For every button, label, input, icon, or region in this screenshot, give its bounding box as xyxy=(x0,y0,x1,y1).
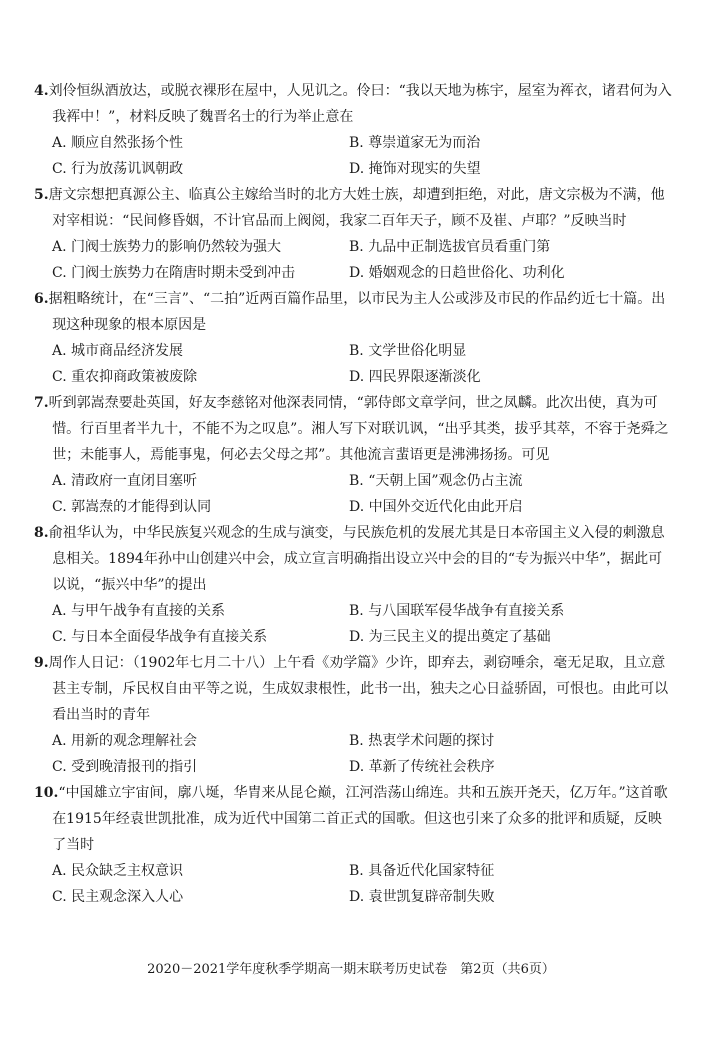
option-grid xyxy=(34,858,674,910)
question-number: 10. xyxy=(34,785,59,801)
question-text: 听到郭嵩焘要赴英国，好友李慈铭对他深表同情，“郭侍郎文章学问，世之凤麟。此次出使，真为可惜。行百里者半九十，不能不为之叹息”。湘人写下对联讥讽，“出乎其类，拔乎其萃，不容于尧舜之世；未能事人，焉能事鬼，何必去父母之邦”。其他流言蜚语更是沸沸扬扬。可见 xyxy=(48,395,669,463)
question-list xyxy=(34,78,674,910)
option-d: D. 袁世凯复辟帝制失败 xyxy=(349,889,495,905)
option-d: D. 中国外交近代化由此开启 xyxy=(349,499,523,515)
question-number: 8. xyxy=(34,525,49,541)
question-number: 7. xyxy=(34,395,49,411)
question-number: 9. xyxy=(34,655,49,671)
question-stem xyxy=(34,182,674,234)
question-stem xyxy=(34,780,674,858)
question-stem xyxy=(34,650,674,728)
option-c: C. 受到晚清报刊的指引 xyxy=(52,759,198,775)
option-b: B. “天朝上国”观念仍占主流 xyxy=(349,473,523,489)
option-d: D. 为三民主义的提出奠定了基础 xyxy=(349,629,551,645)
question-number: 4. xyxy=(34,83,49,99)
option-grid xyxy=(34,728,674,780)
question-4 xyxy=(34,78,674,182)
option-grid xyxy=(34,598,674,650)
option-c: C. 与日本全面侵华战争有直接关系 xyxy=(52,629,268,645)
option-b: B. 具备近代化国家特征 xyxy=(349,863,495,879)
option-a: A. 民众缺乏主权意识 xyxy=(52,863,184,879)
question-stem xyxy=(34,390,674,468)
option-d: D. 四民界限逐渐淡化 xyxy=(349,369,481,385)
question-text: “中国雄立宇宙间，廓八埏，华胄来从昆仑巅，江河浩荡山绵连。共和五族开尧天，亿万年。”这首歌在1915年经袁世凯批准，成为近代中国第二首正式的国歌。但这也引来了众多的批评和质疑，反映了当时 xyxy=(52,785,668,853)
question-number: 5. xyxy=(34,187,49,203)
question-text: 据粗略统计，在“三言”、“二拍”近两百篇作品里，以市民为主人公或涉及市民的作品约近七十篇。出现这种现象的根本原因是 xyxy=(48,291,666,333)
option-a: A. 清政府一直闭目塞听 xyxy=(52,473,198,489)
option-b: B. 与八国联军侵华战争有直接关系 xyxy=(349,603,565,619)
option-c: C. 重农抑商政策被废除 xyxy=(52,369,198,385)
option-d: D. 革新了传统社会秩序 xyxy=(349,759,495,775)
question-stem xyxy=(34,78,674,130)
question-text: 俞祖华认为，中华民族复兴观念的生成与演变，与民族危机的发展尤其是日本帝国主义入侵的刺激息息相关。1894年孙中山创建兴中会，成立宣言明确指出设立兴中会的目的“专为振兴中华”，据此可以说，“振兴中华”的提出 xyxy=(48,525,665,593)
option-a: A. 用新的观念理解社会 xyxy=(52,733,198,749)
option-a: A. 城市商品经济发展 xyxy=(52,343,184,359)
option-b: B. 热衷学术问题的探讨 xyxy=(349,733,495,749)
question-7 xyxy=(34,390,674,520)
question-5 xyxy=(34,182,674,286)
option-b: B. 文学世俗化明显 xyxy=(349,343,467,359)
option-d: D. 掩饰对现实的失望 xyxy=(349,161,481,177)
page-footer: 2020－2021学年度秋季学期高一期末联考历史试卷 第2页（共6页） xyxy=(147,962,555,977)
option-grid xyxy=(34,468,674,520)
question-10 xyxy=(34,780,674,910)
question-9 xyxy=(34,650,674,780)
option-a: A. 顺应自然张扬个性 xyxy=(52,135,184,151)
option-d: D. 婚姻观念的日趋世俗化、功利化 xyxy=(349,265,565,281)
option-c: C. 门阀士族势力在隋唐时期未受到冲击 xyxy=(52,265,296,281)
option-b: B. 尊崇道家无为而治 xyxy=(349,135,481,151)
option-grid xyxy=(34,130,674,182)
option-b: B. 九品中正制选拔官员看重门第 xyxy=(349,239,551,255)
question-stem xyxy=(34,286,674,338)
question-text: 唐文宗想把真源公主、临真公主嫁给当时的北方大姓士族，却遭到拒绝，对此，唐文宗极为不满，他对宰相说：“民间修昏姻，不计官品而上阀阅，我家二百年天子，顾不及崔、卢耶？”反映当时 xyxy=(48,187,665,229)
option-c: C. 民主观念深入人心 xyxy=(52,889,184,905)
question-text: 周作人日记：（1902年七月二十八）上午看《劝学篇》少许，即弃去，剥窃唾余，毫无足取，且立意甚主专制，斥民权自由平等之说，生成奴隶根性，此书一出，独夫之心日益骄固，可恨也。由此可以看出当时的青年 xyxy=(48,655,669,723)
question-6 xyxy=(34,286,674,390)
option-c: C. 行为放荡讥讽朝政 xyxy=(52,161,184,177)
option-grid xyxy=(34,234,674,286)
option-a: A. 与甲午战争有直接的关系 xyxy=(52,603,226,619)
question-number: 6. xyxy=(34,291,49,307)
question-stem xyxy=(34,520,674,598)
option-a: A. 门阀士族势力的影响仍然较为强大 xyxy=(52,239,282,255)
question-8 xyxy=(34,520,674,650)
option-grid xyxy=(34,338,674,390)
option-c: C. 郭嵩焘的才能得到认同 xyxy=(52,499,212,515)
question-text: 刘伶恒纵酒放达，或脱衣裸形在屋中，人见讥之。伶曰：“我以天地为栋宇，屋室为裈衣，诸君何为入我裈中！”，材料反映了魏晋名士的行为举止意在 xyxy=(48,83,672,125)
